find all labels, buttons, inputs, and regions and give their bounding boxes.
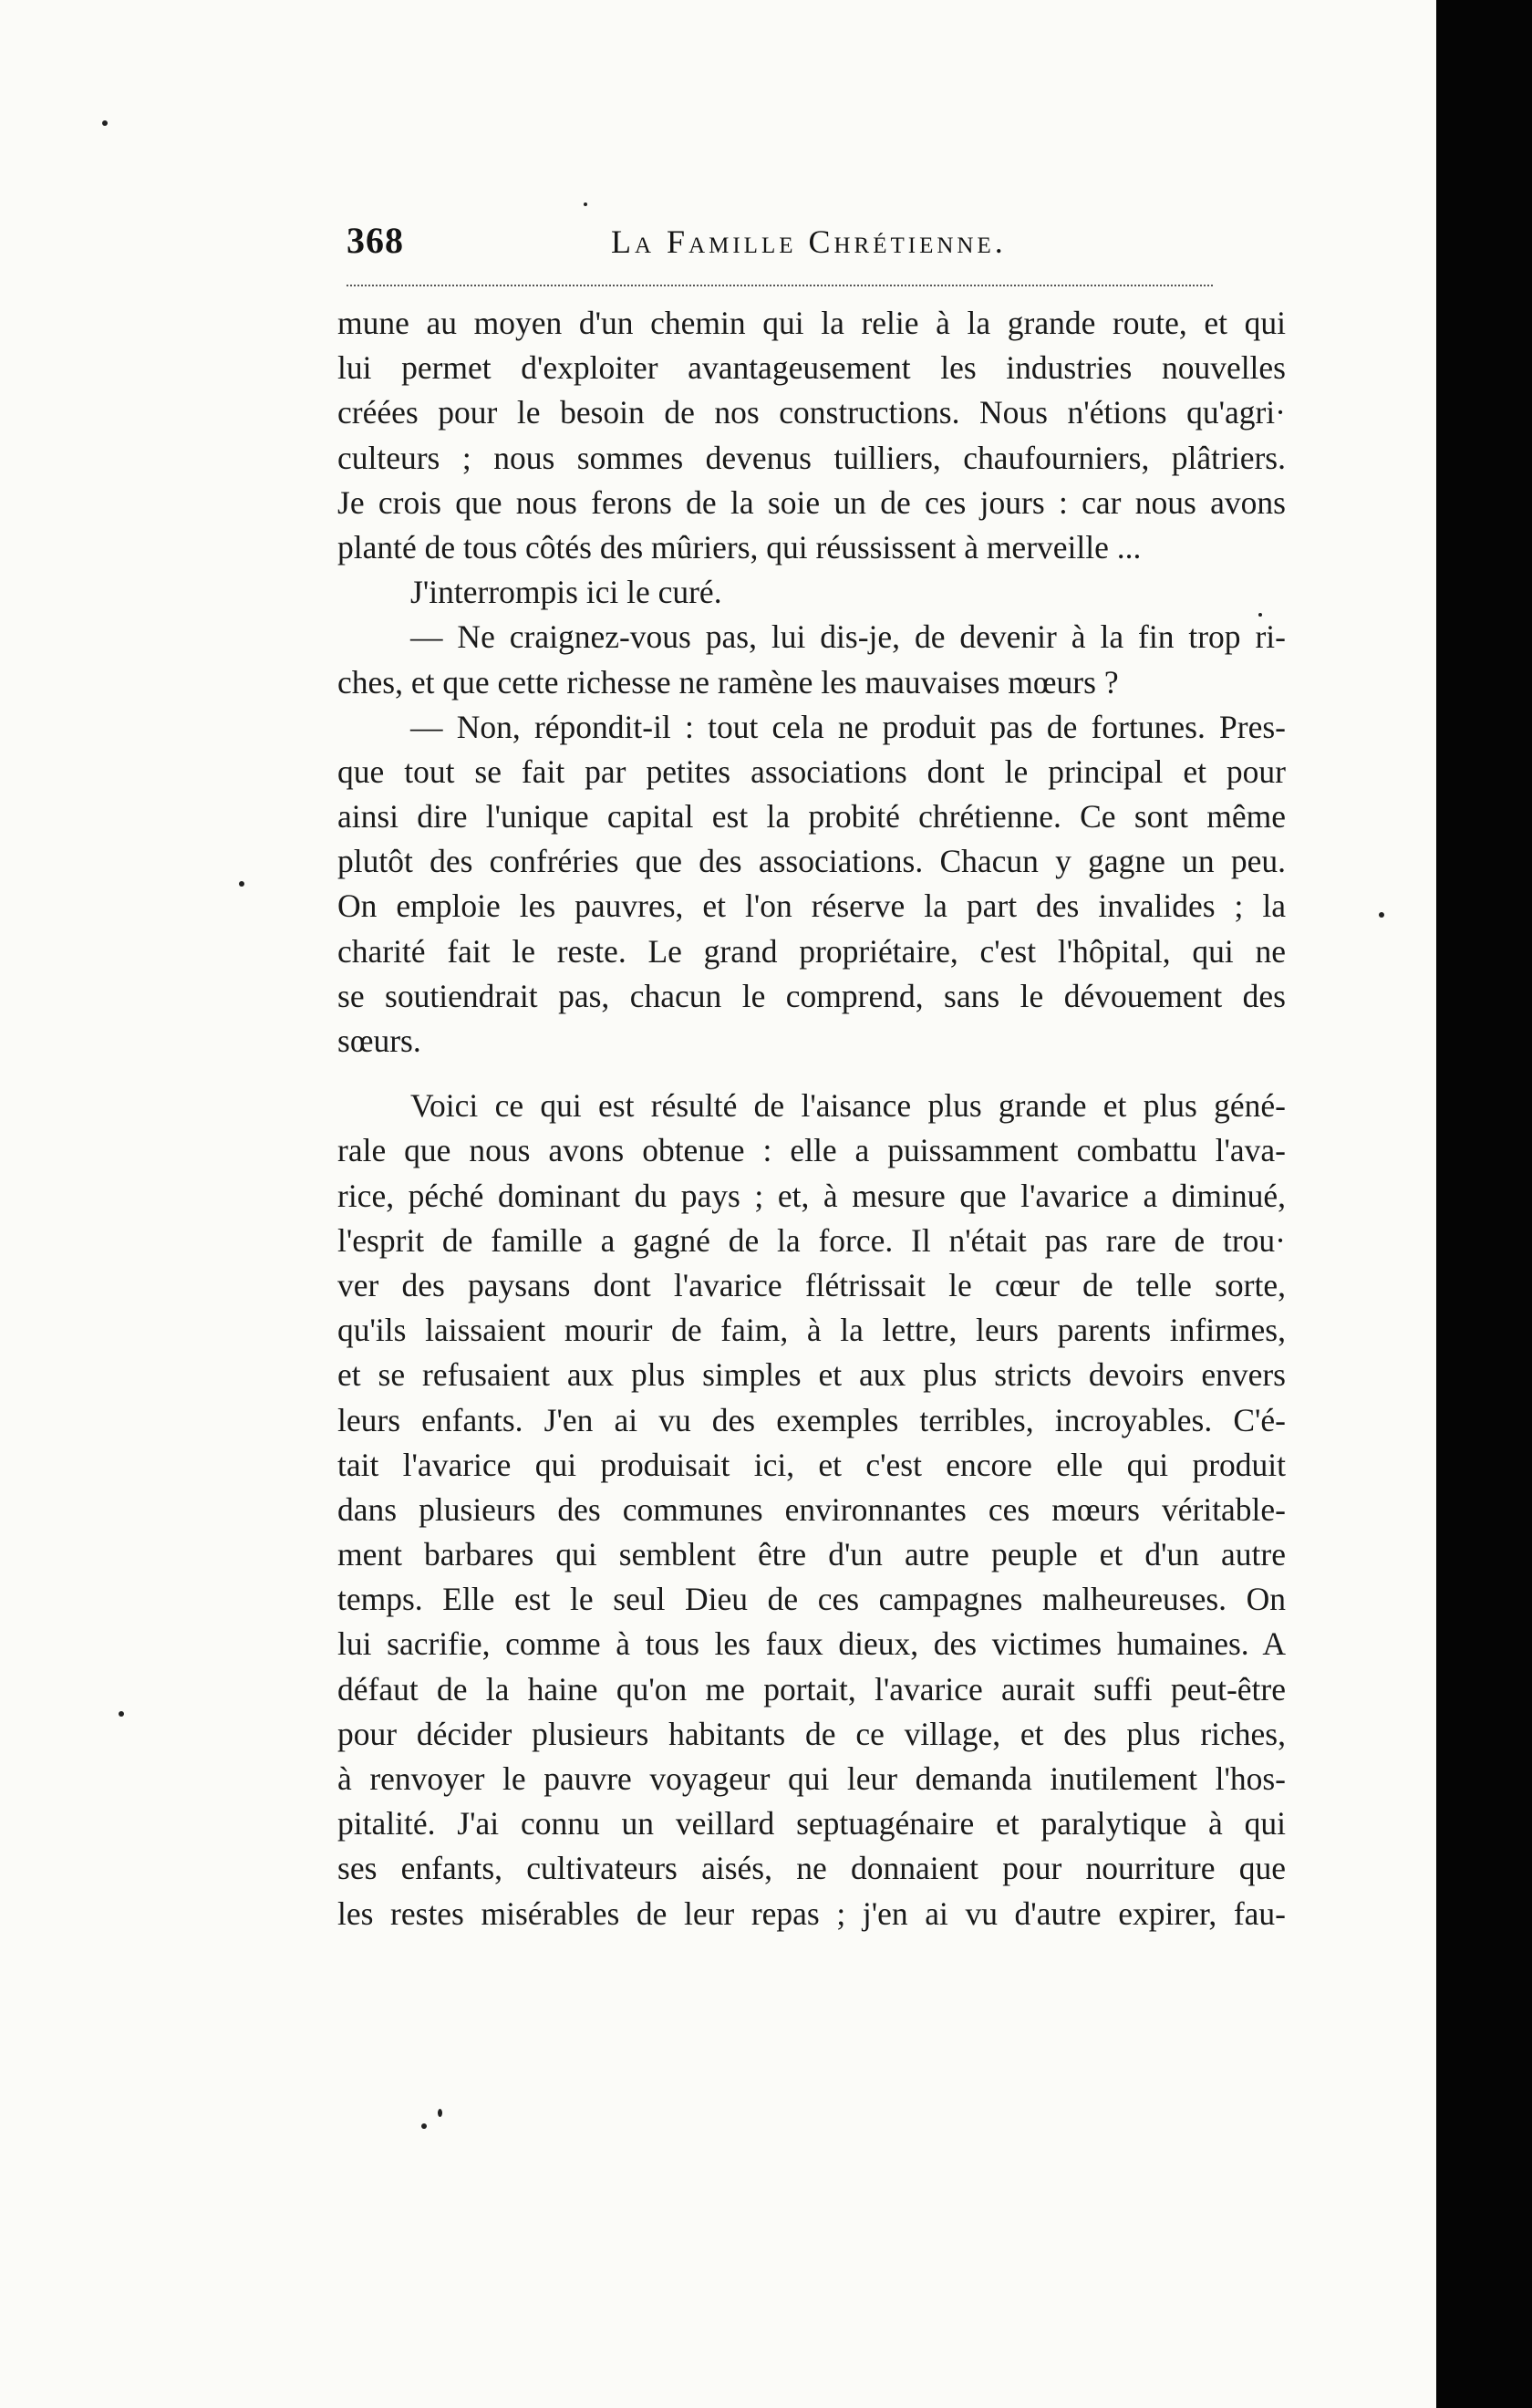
text-line: tait l'avarice qui produisait ici, et c'est encore elle qui produit [337,1446,1286,1483]
scan-speck [102,120,108,126]
text-line: défaut de la haine qu'on me portait, l'avarice aurait suffi peut-être [337,1670,1286,1707]
text-line: et se refusaient aux plus simples et aux plus stricts devoirs envers [337,1356,1286,1394]
text-line: mune au moyen d'un chemin qui la relie à la grande route, et qui [337,305,1286,341]
text-line: se soutiendrait pas, chacun le comprend, sans le dévouement des [337,977,1286,1014]
text-line: pour décider plusieurs habitants de ce village, et des plus riches, [337,1715,1286,1752]
text-line: qu'ils laissaient mourir de faim, à la lettre, leurs parents infirmes, [337,1312,1286,1349]
text-line: leurs enfants. J'en ai vu des exemples terribles, incroyables. C'é- [337,1401,1286,1438]
scan-speck [239,881,244,887]
paragraph [337,705,1286,1064]
text-line: l'esprit de famille a gagné de la force. Il n'était pas rare de trou· [337,1221,1286,1259]
text-line: pitalité. J'ai connu un veillard septuagénaire et paralytique à qui [337,1805,1286,1842]
paragraph [337,1084,1286,1936]
paragraph [337,301,1286,570]
text-line: rale que nous avons obtenue : elle a puissamment combattu l'ava- [337,1132,1286,1169]
text-line: que tout se fait par petites associations dont le principal et pour [337,752,1286,790]
text-line: temps. Elle est le seul Dieu de ces campagnes malheureuses. On [337,1581,1286,1618]
text-line: J'interrompis ici le curé. [410,574,722,611]
text-line: planté de tous côtés des mûriers, qui réussissent à merveille ... [337,528,1142,566]
scan-speck [1258,613,1262,617]
page-number: 368 [347,220,404,261]
text-line: lui sacrifie, comme à tous les faux dieux, des victimes humaines. A [337,1625,1286,1663]
text-line: plutôt des confréries que des associations. Chacun y gagne un peu. [337,843,1286,880]
scan-speck [584,202,587,206]
text-line: les restes misérables de leur repas ; j'en ai vu d'autre expirer, fau- [337,1894,1286,1932]
text-line: à renvoyer le pauvre voyageur qui leur demanda inutilement l'hos- [337,1760,1286,1797]
text-line: Voici ce qui est résulté de l'aisance plus grande et plus géné- [410,1087,1286,1125]
text-line: ainsi dire l'unique capital est la probité chrétienne. Ce sont même [337,798,1286,836]
text-line: ses enfants, cultivateurs aisés, ne donnaient pour nourriture que [337,1850,1286,1887]
text-line: ver des paysans dont l'avarice flétrissait le cœur de telle sorte, [337,1266,1286,1303]
text-line: culteurs ; nous sommes devenus tuilliers, chaufourniers, plâtriers. [337,439,1286,476]
body-text [337,301,1286,1936]
scan-speck [119,1711,124,1717]
paragraph [337,615,1286,704]
text-line: Je crois que nous ferons de la soie un de ces jours : car nous avons [337,483,1286,521]
scan-speck [1379,912,1384,918]
scan-edge [1436,0,1532,2408]
scan-speck [421,2123,427,2129]
text-line: créées pour le besoin de nos constructions. Nous n'étions qu'agri· [337,394,1286,431]
text-line: — Ne craignez-vous pas, lui dis-je, de devenir à la fin trop ri- [410,618,1286,656]
text-line: On emploie les pauvres, et l'on réserve la part des invalides ; la [337,887,1286,925]
scan-speck [438,2109,442,2117]
page-header [347,219,1295,274]
text-line: sœurs. [337,1022,421,1059]
text-line: ches, et que cette richesse ne ramène les mauvaises mœurs ? [337,663,1119,701]
text-line: charité fait le reste. Le grand propriétaire, c'est l'hôpital, qui ne [337,932,1286,970]
paragraph-gap [337,1064,1286,1084]
header-rule [347,285,1213,286]
paragraph [337,570,1286,615]
running-title: La Famille Chrétienne. [611,223,1007,260]
text-line: ment barbares qui semblent être d'un autre peuple et d'un autre [337,1536,1286,1573]
text-line: — Non, répondit-il : tout cela ne produit pas de fortunes. Pres- [410,708,1286,745]
text-line: rice, péché dominant du pays ; et, à mesure que l'avarice a diminué, [337,1177,1286,1214]
text-line: lui permet d'exploiter avantageusement les industries nouvelles [337,349,1286,387]
text-line: dans plusieurs des communes environnantes ces mœurs véritable- [337,1490,1286,1528]
